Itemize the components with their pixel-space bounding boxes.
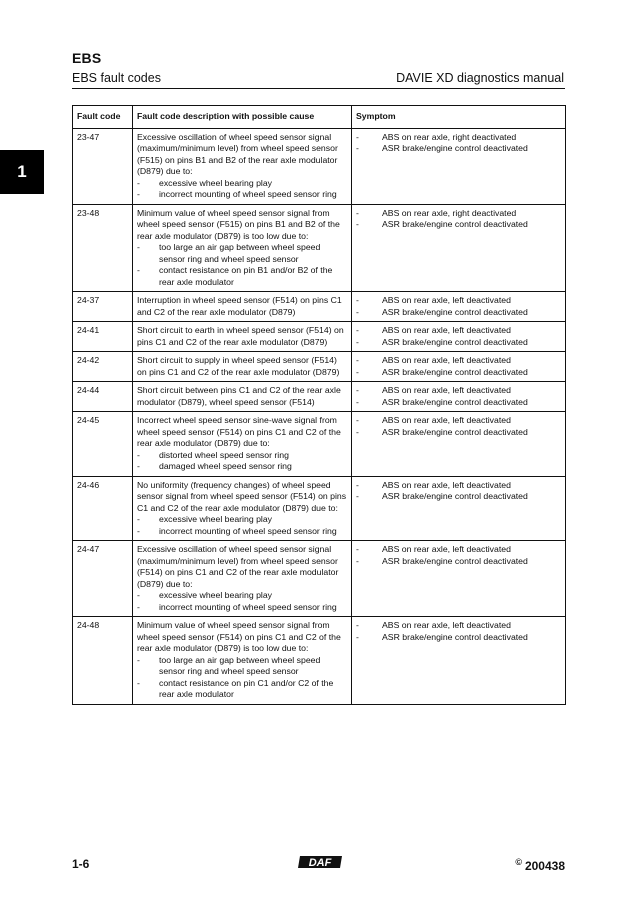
symptom-item bbox=[356, 385, 561, 397]
bullet-dash: - bbox=[137, 449, 140, 460]
description-cell bbox=[133, 617, 352, 705]
cause-text: incorrect mounting of wheel speed sensor ring bbox=[159, 189, 337, 199]
bullet-dash: - bbox=[356, 336, 359, 347]
bullet-dash: - bbox=[356, 366, 359, 377]
daf-logo bbox=[296, 854, 344, 870]
bullet-dash: - bbox=[356, 219, 359, 229]
fault-rows bbox=[73, 128, 566, 704]
header-rule bbox=[72, 88, 565, 89]
bullet-dash: - bbox=[137, 189, 140, 199]
description-cell bbox=[133, 204, 352, 292]
symptom-cell bbox=[352, 352, 566, 382]
doc-number: 200438 bbox=[524, 859, 565, 873]
fault-code-cell: 23-47 bbox=[73, 128, 133, 204]
description-text: Short circuit between pins C1 and C2 of the rear axle modulator (D879), wheel speed sensor (F514) bbox=[137, 385, 341, 407]
symptom-item bbox=[356, 295, 561, 307]
symptom-item bbox=[356, 367, 561, 379]
page-subheader bbox=[72, 71, 564, 85]
symptom-cell bbox=[352, 322, 566, 352]
bullet-dash: - bbox=[137, 461, 140, 471]
symptom-cell bbox=[352, 541, 566, 617]
table-row bbox=[73, 617, 566, 705]
cause-text: too large an air gap between wheel speed sensor ring and wheel speed sensor bbox=[159, 242, 321, 264]
cause-text: excessive wheel bearing play bbox=[159, 590, 273, 600]
cause-item bbox=[137, 602, 347, 614]
symptom-text: ASR brake/engine control deactivated bbox=[382, 491, 528, 501]
table-row bbox=[73, 292, 566, 322]
bullet-dash: - bbox=[356, 325, 359, 335]
column-header-description: Fault code description with possible cause bbox=[133, 106, 352, 129]
bullet-dash: - bbox=[356, 631, 359, 642]
bullet-dash: - bbox=[137, 242, 140, 252]
cause-text: contact resistance on pin C1 and/or C2 of the rear axle modulator bbox=[159, 677, 334, 699]
symptom-item bbox=[356, 544, 561, 556]
description-cell bbox=[133, 292, 352, 322]
fault-code-cell: 24-47 bbox=[73, 541, 133, 617]
symptom-item bbox=[356, 208, 561, 220]
symptom-item bbox=[356, 143, 561, 155]
table-row bbox=[73, 412, 566, 477]
table-row bbox=[73, 476, 566, 541]
copyright-symbol: © bbox=[515, 857, 522, 867]
description-cell bbox=[133, 352, 352, 382]
cause-text: contact resistance on pin B1 and/or B2 of the rear axle modulator bbox=[159, 265, 333, 287]
symptom-item bbox=[356, 427, 561, 439]
symptom-text: ASR brake/engine control deactivated bbox=[382, 366, 528, 377]
symptom-text: ABS on rear axle, left deactivated bbox=[382, 325, 511, 335]
description-text: Minimum value of wheel speed sensor signal from wheel speed sensor (F514) on pins C1 and C2 of the rear axle modulator (D879) is too low due to: bbox=[137, 620, 341, 653]
symptom-text: ABS on rear axle, left deactivated bbox=[382, 544, 511, 554]
symptom-text: ABS on rear axle, left deactivated bbox=[382, 415, 511, 425]
bullet-dash: - bbox=[356, 143, 359, 153]
fault-code-table bbox=[72, 105, 566, 705]
bullet-dash: - bbox=[356, 620, 359, 630]
symptom-text: ABS on rear axle, left deactivated bbox=[382, 385, 511, 395]
symptom-cell bbox=[352, 476, 566, 541]
table-header-row bbox=[73, 106, 566, 129]
symptom-cell bbox=[352, 204, 566, 292]
bullet-dash: - bbox=[137, 177, 140, 188]
symptom-text: ABS on rear axle, left deactivated bbox=[382, 295, 511, 305]
symptom-cell bbox=[352, 412, 566, 477]
bullet-dash: - bbox=[137, 677, 140, 688]
symptom-item bbox=[356, 556, 561, 568]
symptom-item bbox=[356, 620, 561, 632]
cause-text: incorrect mounting of wheel speed sensor ring bbox=[159, 525, 337, 536]
cause-text: damaged wheel speed sensor ring bbox=[159, 461, 292, 471]
bullet-dash: - bbox=[356, 131, 359, 142]
description-cell bbox=[133, 322, 352, 352]
symptom-cell bbox=[352, 292, 566, 322]
symptom-text: ASR brake/engine control deactivated bbox=[382, 219, 528, 229]
cause-item bbox=[137, 450, 347, 462]
symptom-text: ASR brake/engine control deactivated bbox=[382, 426, 528, 437]
table-row bbox=[73, 322, 566, 352]
bullet-dash: - bbox=[356, 355, 359, 365]
bullet-dash: - bbox=[137, 654, 140, 665]
table-row bbox=[73, 541, 566, 617]
fault-code-cell: 24-42 bbox=[73, 352, 133, 382]
symptom-text: ASR brake/engine control deactivated bbox=[382, 555, 528, 566]
column-header-symptom: Symptom bbox=[352, 106, 566, 129]
description-text: Interruption in wheel speed sensor (F514) on pins C1 and C2 of the rear axle modulator (D879) bbox=[137, 295, 342, 317]
description-text: Excessive oscillation of wheel speed sensor signal (maximum/minimum level) from wheel speed sensor (F514) on pins C1 and C2 of the rear axle modulator (D879) due to: bbox=[137, 544, 339, 589]
symptom-text: ASR brake/engine control deactivated bbox=[382, 336, 528, 347]
description-text: Short circuit to supply in wheel speed sensor (F514) on pins C1 and C2 of the rear axle modulator (D879) bbox=[137, 355, 340, 377]
symptom-text: ABS on rear axle, left deactivated bbox=[382, 620, 511, 630]
fault-code-cell: 24-44 bbox=[73, 382, 133, 412]
bullet-dash: - bbox=[356, 544, 359, 554]
fault-code-cell: 23-48 bbox=[73, 204, 133, 292]
description-cell bbox=[133, 412, 352, 477]
bullet-dash: - bbox=[356, 479, 359, 490]
cause-item bbox=[137, 678, 347, 701]
bullet-dash: - bbox=[356, 207, 359, 218]
fault-code-cell: 24-41 bbox=[73, 322, 133, 352]
cause-item bbox=[137, 526, 347, 538]
symptom-item bbox=[356, 397, 561, 409]
table-row bbox=[73, 128, 566, 204]
table-row bbox=[73, 382, 566, 412]
fault-code-cell: 24-46 bbox=[73, 476, 133, 541]
symptom-item bbox=[356, 325, 561, 337]
symptom-cell bbox=[352, 617, 566, 705]
bullet-dash: - bbox=[137, 514, 140, 524]
cause-text: too large an air gap between wheel speed sensor ring and wheel speed sensor bbox=[159, 654, 321, 676]
cause-item bbox=[137, 189, 347, 201]
symptom-text: ABS on rear axle, right deactivated bbox=[382, 131, 517, 142]
bullet-dash: - bbox=[137, 590, 140, 600]
table-row bbox=[73, 352, 566, 382]
description-cell bbox=[133, 476, 352, 541]
symptom-item bbox=[356, 307, 561, 319]
bullet-dash: - bbox=[137, 601, 140, 612]
symptom-item bbox=[356, 480, 561, 492]
cause-item bbox=[137, 461, 347, 473]
section-title: EBS bbox=[72, 50, 102, 66]
cause-item bbox=[137, 590, 347, 602]
bullet-dash: - bbox=[137, 525, 140, 536]
chapter-tab: 1 bbox=[0, 150, 44, 194]
description-text: Excessive oscillation of wheel speed sensor signal (maximum/minimum level) from wheel speed sensor (F515) on pins B1 and B2 of the rear axle modulator (D879) due to: bbox=[137, 131, 338, 176]
symptom-text: ABS on rear axle, right deactivated bbox=[382, 207, 517, 218]
description-cell bbox=[133, 541, 352, 617]
bullet-dash: - bbox=[356, 426, 359, 437]
bullet-dash: - bbox=[356, 385, 359, 395]
cause-item bbox=[137, 178, 347, 190]
description-cell bbox=[133, 382, 352, 412]
symptom-cell bbox=[352, 128, 566, 204]
symptom-item bbox=[356, 132, 561, 144]
cause-text: excessive wheel bearing play bbox=[159, 177, 273, 188]
subtitle-left: EBS fault codes bbox=[72, 71, 161, 85]
bullet-dash: - bbox=[356, 415, 359, 425]
symptom-text: ASR brake/engine control deactivated bbox=[382, 396, 528, 407]
symptom-text: ASR brake/engine control deactivated bbox=[382, 143, 528, 153]
cause-item bbox=[137, 655, 347, 678]
symptom-item bbox=[356, 219, 561, 231]
table-row bbox=[73, 204, 566, 292]
page-number: 1-6 bbox=[72, 857, 90, 871]
cause-text: incorrect mounting of wheel speed sensor ring bbox=[159, 601, 337, 612]
description-text: No uniformity (frequency changes) of wheel speed sensor signal from wheel speed sensor (F514) on pins C1 and C2 of the rear axle modulator (D879) due to: bbox=[137, 479, 347, 513]
symptom-item bbox=[356, 337, 561, 349]
subtitle-right: DAVIE XD diagnostics manual bbox=[396, 71, 564, 85]
column-header-fault-code: Fault code bbox=[73, 106, 133, 129]
symptom-text: ASR brake/engine control deactivated bbox=[382, 306, 528, 317]
document-number bbox=[515, 857, 565, 873]
symptom-text: ABS on rear axle, left deactivated bbox=[382, 355, 511, 365]
description-text: Minimum value of wheel speed sensor signal from wheel speed sensor (F515) on pins B1 and B2 of the rear axle modulator (D879) is too low due to: bbox=[137, 207, 340, 241]
bullet-dash: - bbox=[356, 396, 359, 407]
bullet-dash: - bbox=[356, 491, 359, 501]
description-text: Short circuit to earth in wheel speed sensor (F514) on pins C1 and C2 of the rear axle modulator (D879) bbox=[137, 325, 344, 347]
cause-text: excessive wheel bearing play bbox=[159, 514, 273, 524]
symptom-item bbox=[356, 415, 561, 427]
symptom-item bbox=[356, 491, 561, 503]
description-cell bbox=[133, 128, 352, 204]
symptom-item bbox=[356, 355, 561, 367]
symptom-cell bbox=[352, 382, 566, 412]
cause-item bbox=[137, 265, 347, 288]
fault-code-cell: 24-48 bbox=[73, 617, 133, 705]
logo-text: DAF bbox=[308, 857, 332, 869]
fault-code-cell: 24-45 bbox=[73, 412, 133, 477]
symptom-text: ASR brake/engine control deactivated bbox=[382, 631, 528, 642]
bullet-dash: - bbox=[356, 295, 359, 305]
symptom-item bbox=[356, 632, 561, 644]
cause-item bbox=[137, 514, 347, 526]
bullet-dash: - bbox=[137, 265, 140, 275]
cause-item bbox=[137, 242, 347, 265]
bullet-dash: - bbox=[356, 555, 359, 566]
cause-text: distorted wheel speed sensor ring bbox=[159, 449, 289, 460]
fault-code-cell: 24-37 bbox=[73, 292, 133, 322]
description-text: Incorrect wheel speed sensor sine-wave signal from wheel speed sensor (F514) on pins C1 and C2 of the rear axle modulator (D879) due to: bbox=[137, 415, 341, 448]
symptom-text: ABS on rear axle, left deactivated bbox=[382, 479, 511, 490]
bullet-dash: - bbox=[356, 306, 359, 317]
